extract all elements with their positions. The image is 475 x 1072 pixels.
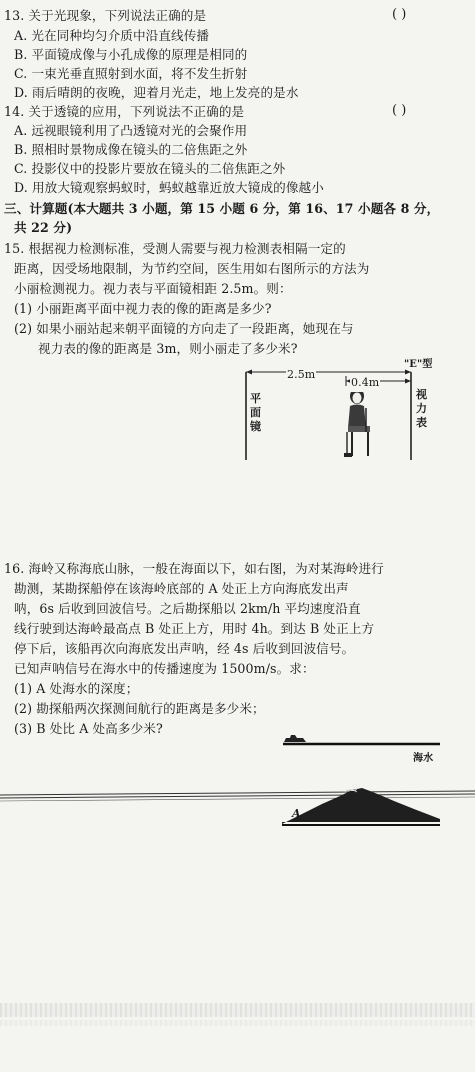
distance-total-label: 2.5m — [286, 366, 316, 384]
girl-figure — [344, 388, 370, 457]
ship-icon — [284, 735, 306, 742]
chart-type-label: "E"型 — [404, 359, 433, 370]
q16-line-6: 已知声呐信号在海水中的传播速度为 1500m/s。求： — [14, 661, 315, 676]
section-heading-cont: 共 22 分) — [14, 220, 73, 235]
q16-line-1: 16. 海岭又称海底山脉，一般在海面以下，如右图，为对某海岭进行 — [4, 561, 384, 576]
q16-sub-2: (2) 勘探船两次探测间航行的距离是多少米； — [14, 701, 265, 716]
q14-option-c: C. 投影仪中的投影片要放在镜头的二倍焦距之外 — [14, 161, 286, 176]
q15-sub-2-cont: 视力表的像的距离是 3m，则小丽走了多少米? — [38, 341, 298, 356]
q15-sub-2: (2) 如果小丽站起来朝平面镜的方向走了一段距离，她现在与 — [14, 321, 354, 336]
q13-option-a: A. 光在同种均匀介质中沿直线传播 — [14, 28, 210, 43]
mirror-label: 平面镜 — [250, 392, 262, 433]
q14-option-d: D. 用放大镜观察蚂蚁时，蚂蚁越靠近放大镜成的像越小 — [14, 180, 324, 195]
sea-water-label: 海水 — [413, 753, 434, 764]
q14-option-b: B. 照相时景物成像在镜头的二倍焦距之外 — [14, 142, 248, 157]
scan-noise-2 — [0, 1020, 475, 1026]
sea-ridge-figure — [0, 730, 475, 840]
q13-answer-paren: ( ) — [392, 7, 407, 22]
q13-option-c: C. 一束光垂直照射到水面，将不发生折射 — [14, 66, 248, 81]
q14-answer-paren: ( ) — [392, 103, 407, 118]
q16-sub-3: (3) B 处比 A 处高多少米? — [14, 721, 163, 736]
q13-option-b: B. 平面镜成像与小孔成像的原理是相同的 — [14, 47, 248, 62]
sea-ridge-shape — [282, 788, 440, 824]
distance-short-label: 0.4m — [350, 374, 380, 392]
section-heading: 三、计算题(本大题共 3 小题，第 15 小题 6 分，第 16、17 小题各 8 分， — [4, 201, 440, 216]
q15-line-2: 距离，因受场地限制，为节约空间，医生用如右图所示的方法为 — [14, 261, 370, 276]
q15-line-3: 小丽检测视力。视力表与平面镜相距 2.5m。则： — [14, 281, 292, 296]
scan-noise — [0, 1003, 475, 1017]
chart-side-label: 视力表 — [416, 388, 428, 429]
q14-option-a: A. 远视眼镜利用了凸透镜对光的会聚作用 — [14, 123, 248, 138]
point-a-label: A — [292, 807, 301, 820]
q13-option-d: D. 雨后晴朗的夜晚，迎着月光走，地上发亮的是水 — [14, 85, 299, 100]
q16-line-2: 勘测，某勘探船停在该海岭底部的 A 处正上方向海底发出声 — [14, 581, 349, 596]
point-b-label: B — [351, 784, 358, 794]
q14-stem: 14. 关于透镜的应用，下列说法不正确的是 — [4, 104, 245, 119]
q16-line-3: 呐，6s 后收到回波信号。之后勘探船以 2km/h 平均速度沿直 — [14, 601, 361, 616]
q16-sub-1: (1) A 处海水的深度； — [14, 681, 139, 696]
q16-line-5: 停下后，该船再次向海底发出声呐，经 4s 后收到回波信号。 — [14, 641, 355, 656]
q15-sub-1: (1) 小丽距离平面中视力表的像的距离是多少? — [14, 301, 272, 316]
q13-stem: 13. 关于光现象，下列说法正确的是 — [4, 8, 207, 23]
q15-line-1: 15. 根据视力检测标准，受测人需要与视力检测表相隔一定的 — [4, 241, 346, 256]
q16-line-4: 线行驶到达海岭最高点 B 处正上方，用时 4h。到达 B 处正上方 — [14, 621, 375, 636]
